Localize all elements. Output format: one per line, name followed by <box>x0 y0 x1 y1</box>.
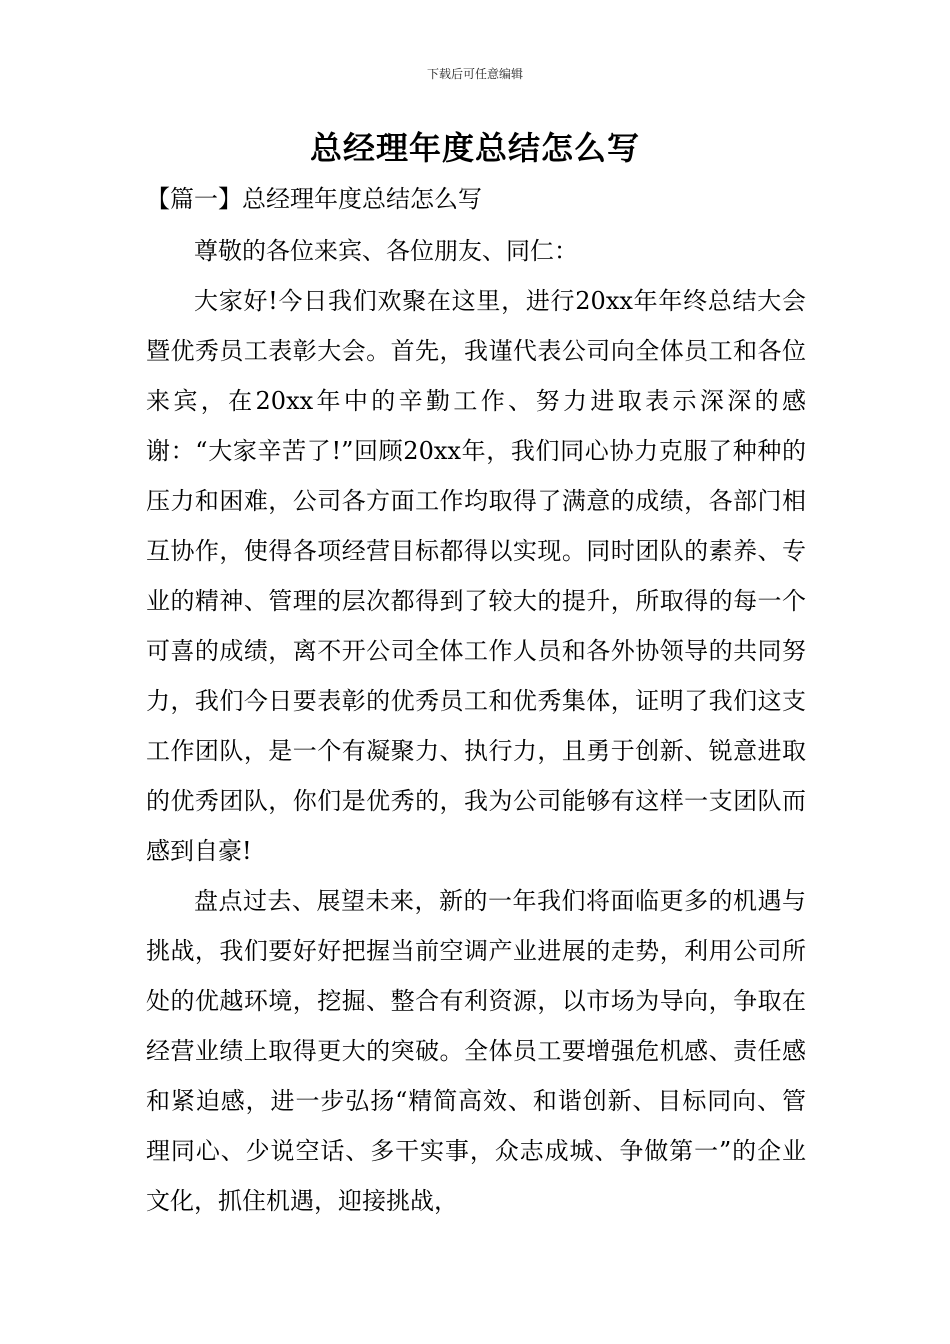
section-heading: 【篇一】总经理年度总结怎么写 <box>146 185 482 213</box>
document-body <box>146 226 806 1226</box>
paragraph-outlook: 盘点过去、展望未来，新的一年我们将面临更多的机遇与挑战，我们要好好把握当前空调产业进展的走势，利用公司所处的优越环境，挖掘、整合有利资源，以市场为导向，争取在经营业绩上取得更大的突破。全体员工要增强危机感、责任感和紧迫感，进一步弘扬“精简高效、和谐创新、目标同向、管理同心、少说空话、多干实事，众志成城、争做第一”的企业文化，抓住机遇，迎接挑战， <box>146 887 806 1215</box>
document-title: 总经理年度总结怎么写 <box>309 129 640 167</box>
paragraph-greeting: 尊敬的各位来宾、各位朋友、同仁： <box>194 237 578 265</box>
header-note: 下载后可任意编辑 <box>426 67 523 81</box>
paragraph-review: 大家好!今日我们欢聚在这里，进行20xx年年终总结大会暨优秀员工表彰大会。首先，我谨代表公司向全体员工和各位来宾，在20xx年中的辛勤工作、努力进取表示深深的感谢：“大家辛苦了!”回顾20xx年，我们同心协力克服了种种的压力和困难，公司各方面工作均取得了满意的成绩，各部门相互协作，使得各项经营目标都得以实现。同时团队的素养、专业的精神、管理的层次都得到了较大的提升，所取得的每一个可喜的成绩，离不开公司全体工作人员和各外协领导的共同努力，我们今日要表彰的优秀员工和优秀集体，证明了我们这支工作团队，是一个有凝聚力、执行力，且勇于创新、锐意进取的优秀团队，你们是优秀的，我为公司能够有这样一支团队而感到自豪! <box>146 287 806 865</box>
